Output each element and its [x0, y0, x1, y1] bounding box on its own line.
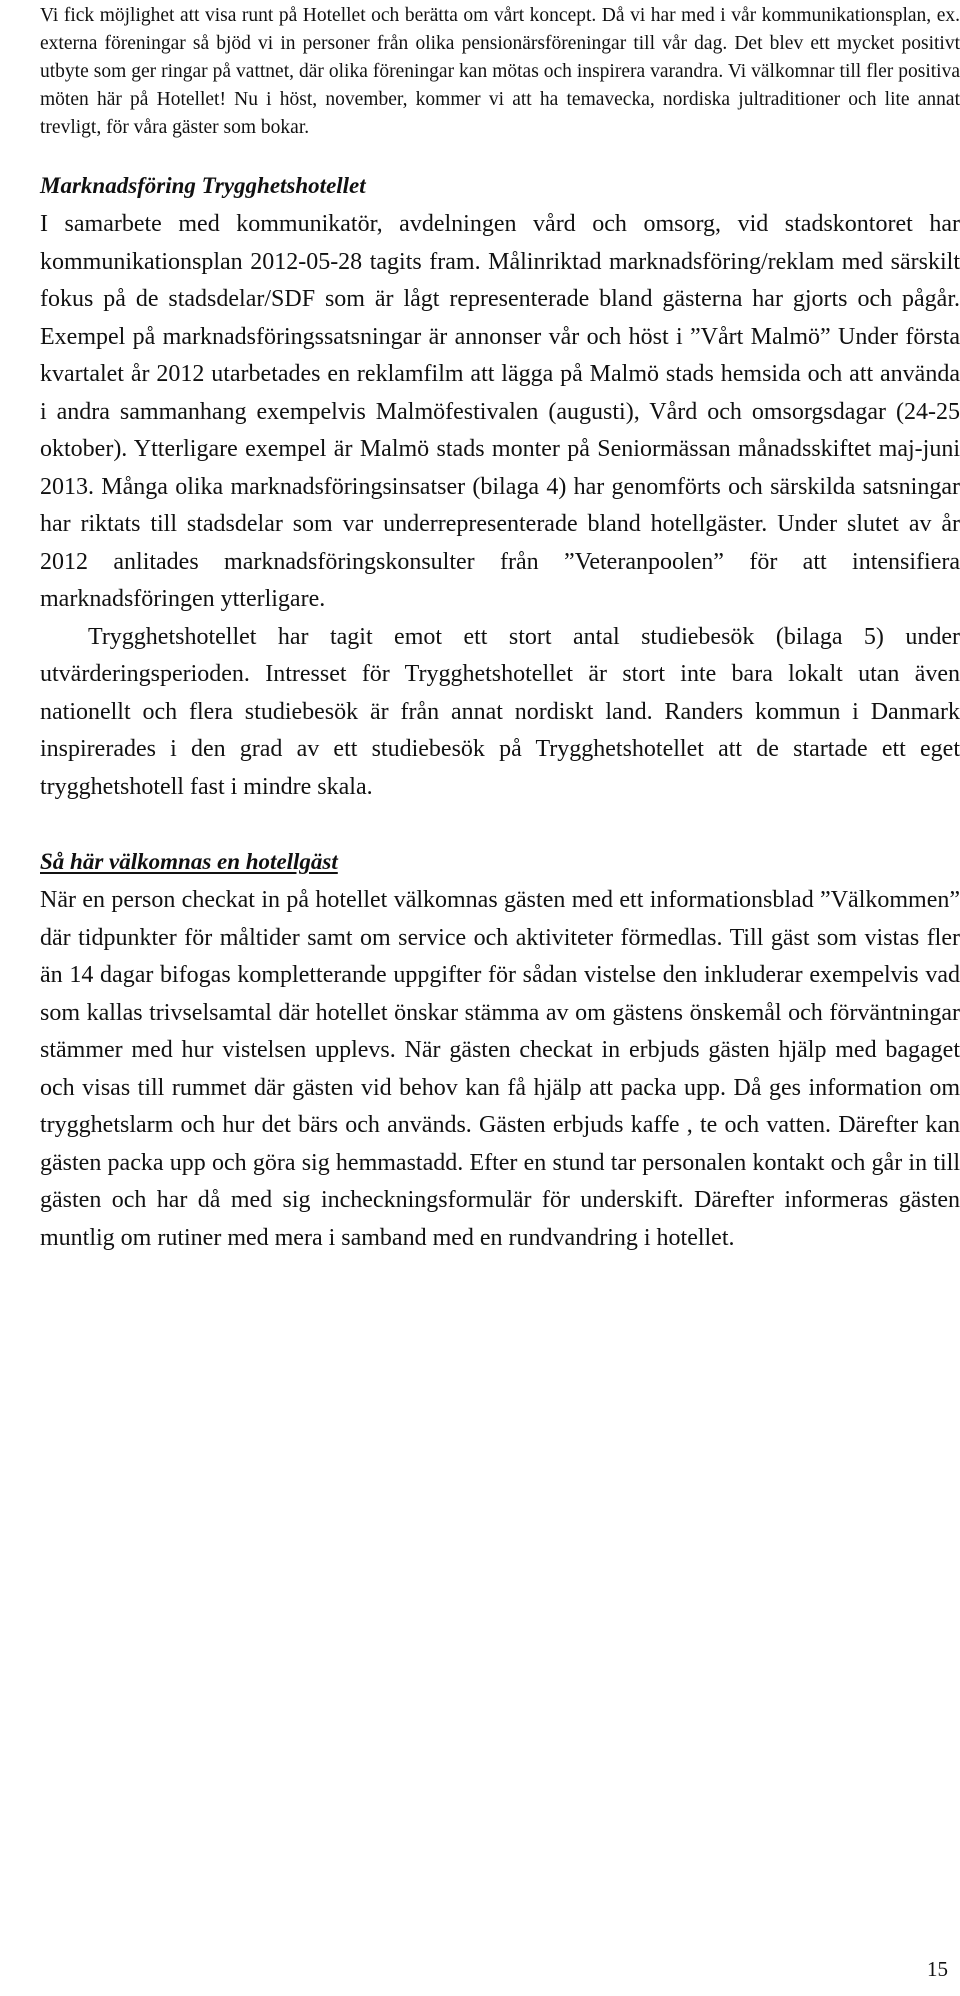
marketing-heading: Marknadsföring Trygghetshotellet: [40, 173, 366, 198]
page-content: [40, 2, 960, 1257]
intro-paragraph: Vi fick möjlighet att visa runt på Hotellet och berätta om vårt koncept. Då vi har med i vår kommunikationsplan, ex. externa föreningar så bjöd vi in personer från olika pensionärsföreningar till vår dag. Det blev ett mycket positivt utbyte som ger ringar på vattnet, där olika föreningar kan mötas och inspirera varandra. Vi välkomnar till fler positiva möten här på Hotellet! Nu i höst, november, kommer vi att ha temavecka, nordiska jultraditioner och lite annat trevligt, för våra gäster som bokar.: [40, 5, 960, 138]
marketing-paragraph-2: Trygghetshotellet har tagit emot ett stort antal studiebesök (bilaga 5) under utvärderingsperioden. Intresset för Trygghetshotellet är stort inte bara lokalt utan även nationellt och flera studiebesök är från annat nordiskt land. Randers kommun i Danmark inspirerades i den grad av ett studiebesök på Trygghetshotellet att de startade ett eget trygghetshotell fast i mindre skala.: [40, 623, 960, 800]
marketing-paragraph-1: I samarbete med kommunikatör, avdelningen vård och omsorg, vid stadskontoret har kommunikationsplan 2012-05-28 tagits fram. Målinriktad marknadsföring/reklam med särskilt fokus på de stadsdelar/SDF som är lågt representerade bland gästerna har gjorts och pågår. Exempel på marknadsföringssatsningar är annonser vår och höst i ”Vårt Malmö” Under första kvartalet år 2012 utarbetades en reklamfilm att lägga på Malmö stads hemsida och att använda i andra sammanhang exempelvis Malmöfestivalen (augusti), Vård och omsorgsdagar (24-25 oktober). Ytterligare exempel är Malmö stads monter på Seniormässan månadsskiftet maj-juni 2013. Många olika marknadsföringsinsatser (bilaga 4) har genomförts och särskilda satsningar har riktats till stadsdelar som var underrepresenterade bland hotellgäster. Under slutet av år 2012 anlitades marknadsföringskonsulter från ”Veteranpoolen” för att intensifiera marknadsföringen ytterligare.: [40, 211, 960, 612]
welcome-heading: Så här välkomnas en hotellgäst: [40, 849, 338, 874]
page-number: 15: [927, 1957, 948, 1981]
welcome-paragraph: När en person checkat in på hotellet välkomnas gästen med ett informationsblad ”Välkommen” där tidpunkter för måltider samt om service och aktiviteter förmedlas. Till gäst som vistas fler än 14 dagar bifogas kompletterande uppgifter för sådan vistelse den inkluderar exempelvis vad som kallas trivselsamtal där hotellet önskar stämma av om gästens önskemål och förväntningar stämmer med hur vistelsen upplevs. När gästen checkat in erbjuds gästen hjälp med bagaget och visas till rummet där gästen vid behov kan få hjälp att packa upp. Då ges information om trygghetslarm och hur det bärs och används. Gästen erbjuds kaffe , te och vatten. Därefter kan gästen packa upp och göra sig hemmastadd. Efter en stund tar personalen kontakt och går in till gästen och har då med sig incheckningsformulär för underskift. Därefter informeras gästen muntlig om rutiner med mera i samband med en rundvandring i hotellet.: [40, 887, 960, 1251]
